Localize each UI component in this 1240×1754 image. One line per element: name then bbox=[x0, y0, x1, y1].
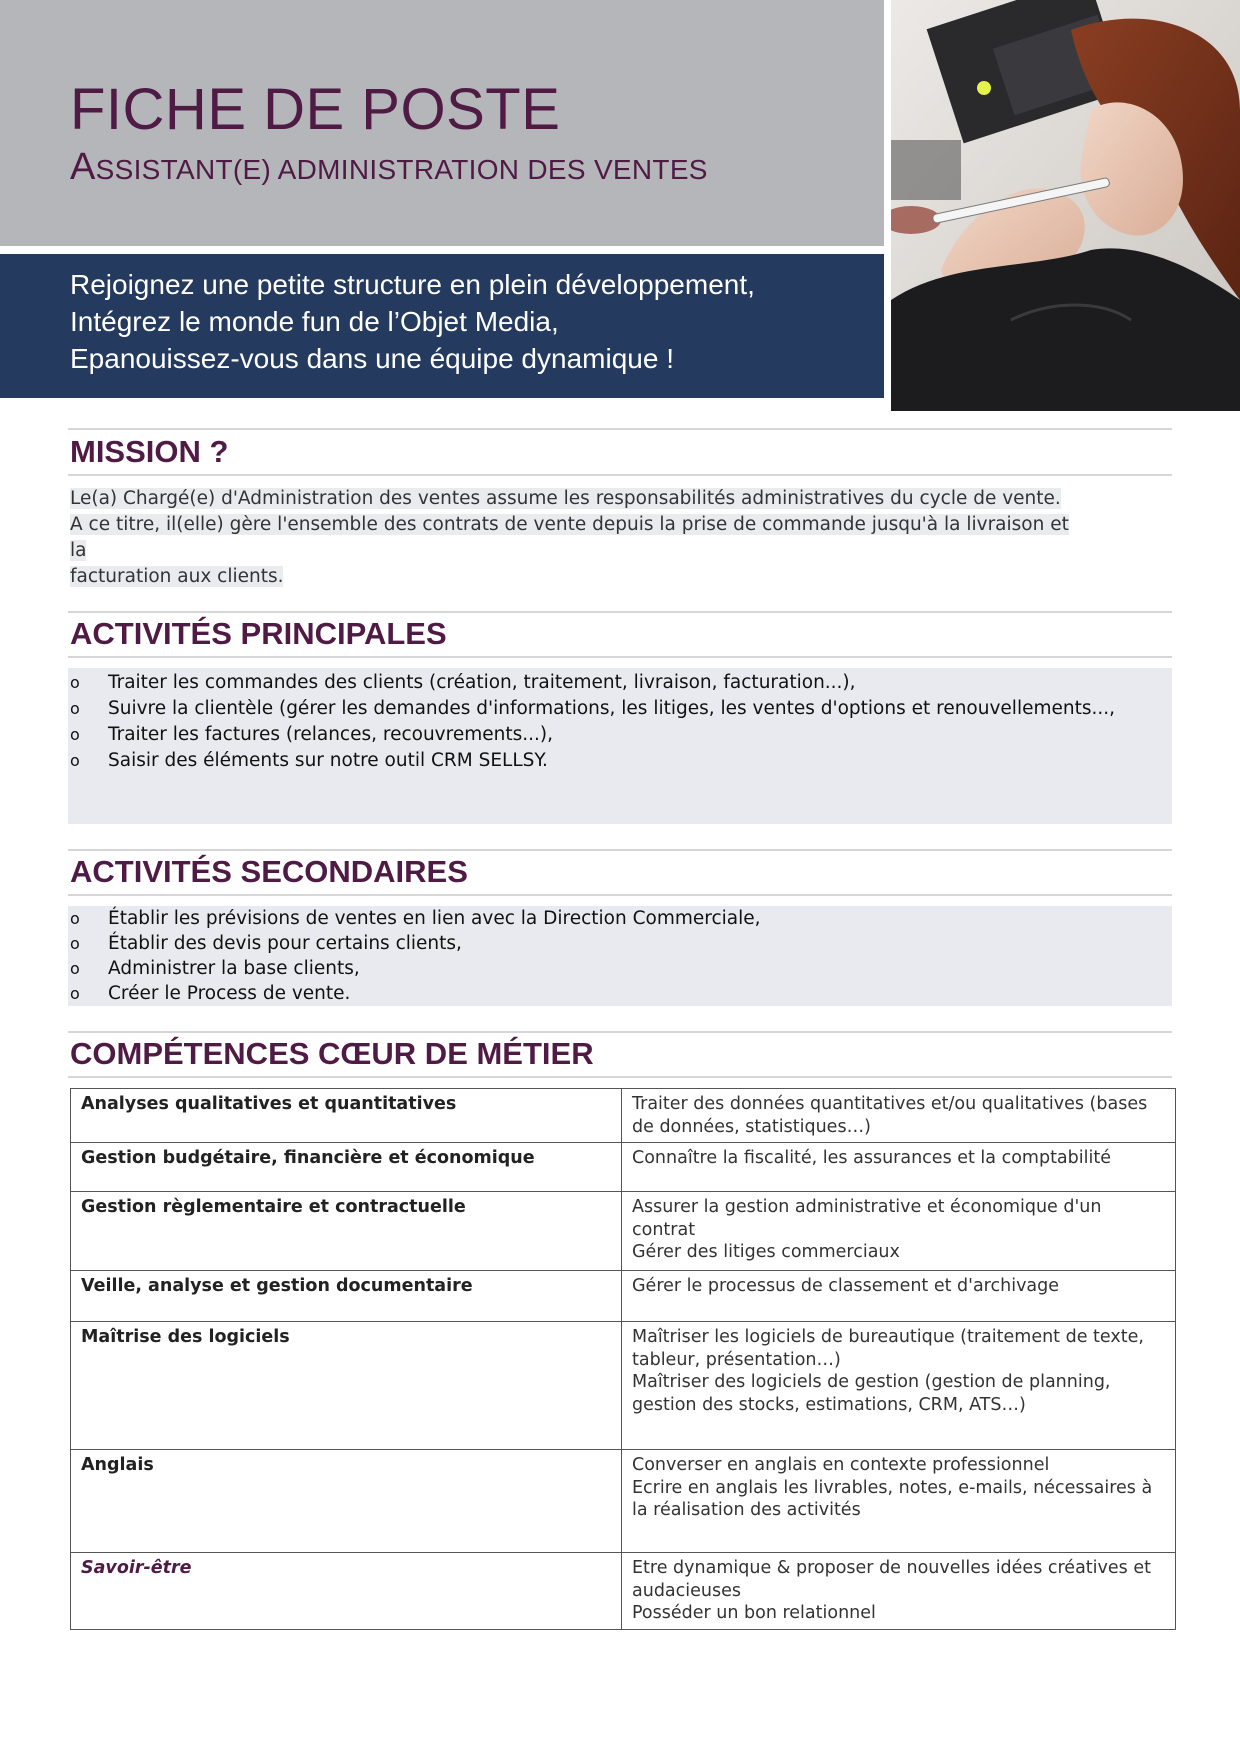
skill-detail: Assurer la gestion administrative et économique d'un contrat bbox=[632, 1197, 1102, 1240]
circle-bullet-icon: o bbox=[70, 751, 80, 770]
skill-detail: Etre dynamique & proposer de nouvelles idées créatives et audacieuses bbox=[632, 1558, 1151, 1601]
header-photo bbox=[891, 0, 1240, 411]
section-divider bbox=[68, 894, 1172, 896]
main-activities-box bbox=[68, 668, 1172, 824]
skill-cell: Analyses qualitatives et quantitatives bbox=[71, 1089, 622, 1143]
skill-detail: Traiter des données quantitatives et/ou qualitatives (bases de données, statistiques…) bbox=[632, 1094, 1148, 1137]
tagline-banner bbox=[0, 254, 884, 398]
skill-cell: Savoir-être bbox=[71, 1553, 622, 1630]
list-item: o Saisir des éléments sur notre outil CRM SELLSY. bbox=[68, 748, 1172, 774]
skill-detail: Maîtriser des logiciels de gestion (gestion de planning, gestion des stocks, estimations, CRM, ATS…) bbox=[632, 1372, 1111, 1415]
skill-details-cell bbox=[622, 1143, 1176, 1192]
main-activities-list bbox=[68, 668, 1172, 774]
secondary-activities-box bbox=[68, 906, 1172, 1006]
mission-line: facturation aux clients. bbox=[70, 566, 284, 587]
circle-bullet-icon: o bbox=[70, 934, 80, 953]
secondary-activities-heading: ACTIVITÉS SECONDAIRES bbox=[70, 854, 468, 889]
skill-details-cell bbox=[622, 1553, 1176, 1630]
competences-heading: COMPÉTENCES CŒUR DE MÉTIER bbox=[70, 1036, 594, 1071]
section-divider bbox=[68, 1076, 1172, 1078]
list-item: o Créer le Process de vente. bbox=[70, 983, 351, 1004]
circle-bullet-icon: o bbox=[70, 909, 80, 928]
skill-detail: Connaître la fiscalité, les assurances et la comptabilité bbox=[632, 1148, 1111, 1168]
page-subtitle: ASSISTANT(E) ADMINISTRATION DES VENTES bbox=[70, 146, 708, 188]
woman-at-desk-illustration bbox=[891, 0, 1240, 411]
tagline-line: Intégrez le monde fun de l’Objet Media, bbox=[70, 306, 559, 337]
mission-line: A ce titre, il(elle) gère l'ensemble des contrats de vente depuis la prise de commande jusqu'à la livraison et la bbox=[70, 514, 1069, 561]
page-title: FICHE DE POSTE bbox=[70, 77, 561, 142]
table-row bbox=[71, 1322, 1176, 1450]
mission-text bbox=[70, 486, 1070, 590]
mission-heading: MISSION ? bbox=[70, 434, 229, 469]
competences-table bbox=[70, 1088, 1176, 1630]
section-divider bbox=[68, 656, 1172, 658]
list-item: o Établir les prévisions de ventes en lien avec la Direction Commerciale, bbox=[70, 908, 761, 929]
list-item: o Suivre la clientèle (gérer les demandes d'informations, les litiges, les ventes d'options et renouvellements..., bbox=[68, 696, 1172, 722]
table-row bbox=[71, 1089, 1176, 1143]
secondary-activities-list bbox=[68, 906, 1172, 1006]
list-item: o Traiter les factures (relances, recouvrements...), bbox=[68, 722, 1172, 748]
skill-detail: Converser en anglais en contexte professionnel bbox=[632, 1455, 1050, 1475]
list-item: o Administrer la base clients, bbox=[70, 958, 360, 979]
section-divider bbox=[68, 611, 1172, 613]
list-item: o Traiter les commandes des clients (création, traitement, livraison, facturation...), bbox=[68, 670, 1172, 696]
skill-detail: Gérer le processus de classement et d'archivage bbox=[632, 1276, 1060, 1296]
section-divider bbox=[68, 428, 1172, 430]
skill-details-cell bbox=[622, 1271, 1176, 1322]
skill-cell: Veille, analyse et gestion documentaire bbox=[71, 1271, 622, 1322]
skill-cell: Maîtrise des logiciels bbox=[71, 1322, 622, 1450]
mission-line: Le(a) Chargé(e) d'Administration des ventes assume les responsabilités administratives du cycle de vente. bbox=[70, 488, 1061, 509]
section-divider bbox=[68, 474, 1172, 476]
skill-details-cell bbox=[622, 1450, 1176, 1553]
list-item: o Établir des devis pour certains clients, bbox=[70, 933, 462, 954]
table-row bbox=[71, 1143, 1176, 1192]
table-row bbox=[71, 1271, 1176, 1322]
table-row bbox=[71, 1450, 1176, 1553]
circle-bullet-icon: o bbox=[70, 673, 80, 692]
skill-detail: Maîtriser les logiciels de bureautique (traitement de texte, tableur, présentation…) bbox=[632, 1327, 1144, 1370]
circle-bullet-icon: o bbox=[70, 959, 80, 978]
tagline-line: Epanouissez-vous dans une équipe dynamique ! bbox=[70, 343, 674, 374]
skill-cell: Gestion budgétaire, financière et économique bbox=[71, 1143, 622, 1192]
section-divider bbox=[68, 1031, 1172, 1033]
skill-details-cell bbox=[622, 1192, 1176, 1271]
table-row bbox=[71, 1553, 1176, 1630]
skill-details-cell bbox=[622, 1322, 1176, 1450]
skill-cell: Gestion règlementaire et contractuelle bbox=[71, 1192, 622, 1271]
skill-detail: Gérer des litiges commerciaux bbox=[632, 1242, 900, 1262]
skill-detail: Posséder un bon relationnel bbox=[632, 1603, 876, 1623]
circle-bullet-icon: o bbox=[70, 725, 80, 744]
table-row bbox=[71, 1192, 1176, 1271]
skill-details-cell bbox=[622, 1089, 1176, 1143]
circle-bullet-icon: o bbox=[70, 699, 80, 718]
main-activities-heading: ACTIVITÉS PRINCIPALES bbox=[70, 616, 447, 651]
circle-bullet-icon: o bbox=[70, 984, 80, 1003]
skill-detail: Ecrire en anglais les livrables, notes, e-mails, nécessaires à la réalisation des activités bbox=[632, 1477, 1153, 1520]
skill-cell: Anglais bbox=[71, 1450, 622, 1553]
tagline-line: Rejoignez une petite structure en plein développement, bbox=[70, 269, 755, 300]
section-divider bbox=[68, 849, 1172, 851]
